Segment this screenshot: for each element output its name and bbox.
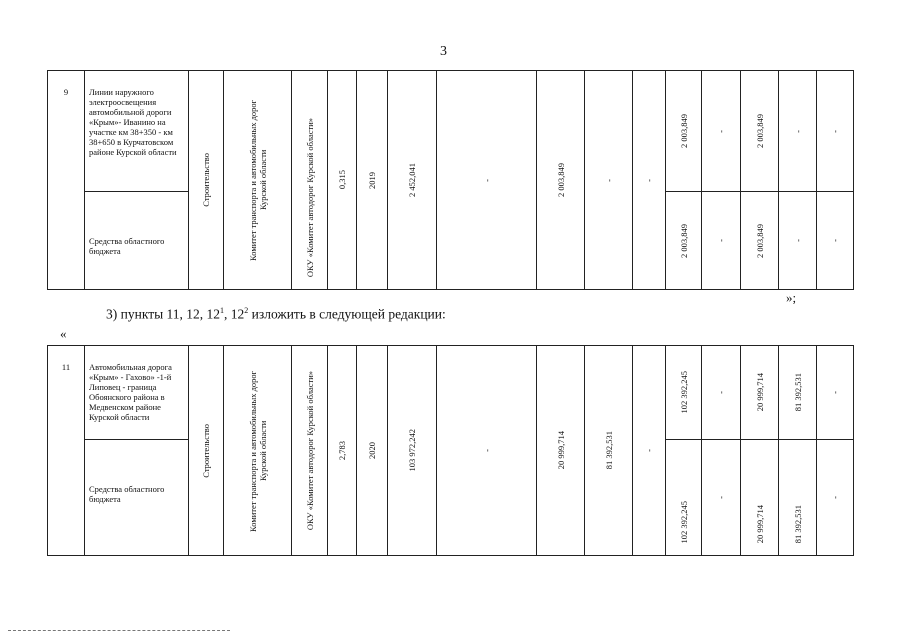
amendment-clause [106, 306, 446, 323]
financing-cell [741, 71, 779, 192]
executor-cell [292, 71, 328, 290]
financing-total-cell [666, 192, 702, 290]
row-number: 11 [48, 346, 85, 556]
clause-superscript-1: 1 [220, 306, 225, 315]
financing-cell [779, 440, 817, 556]
financing-value: - [716, 391, 726, 394]
financing-total: 102 392,245 [678, 500, 689, 543]
financing-cell [779, 346, 817, 440]
amount: 20 999,714 [555, 431, 566, 470]
dash: - [481, 178, 492, 182]
financing-cell [741, 346, 779, 440]
financing-value: - [792, 239, 803, 242]
clause-superscript-2: 2 [244, 306, 249, 315]
dash: - [481, 449, 492, 452]
year: 2020 [367, 442, 377, 459]
work-type-cell [189, 71, 224, 290]
financing-value: 20 999,714 [754, 373, 765, 412]
work-type-cell [189, 346, 224, 556]
funding-source-label: Средства областного бюджета [85, 192, 189, 290]
amount-cell [537, 71, 585, 290]
object-name: Линии наружного электроосвещения автомобильной дороги «Крым»- Иванино на участке км 38+350 - км 38+650 в Курчатовском районе Курской области [85, 71, 189, 192]
financing-cell [817, 440, 854, 556]
financing-value: 20 999,714 [754, 504, 765, 543]
page-number: 3 [440, 44, 447, 59]
financing-cell [817, 71, 854, 192]
financing-value: - [716, 239, 726, 242]
financing-cell [779, 71, 817, 192]
financing-value: - [830, 129, 840, 133]
financing-cell [702, 192, 741, 290]
financing-cell [741, 440, 779, 556]
financing-cell [741, 192, 779, 290]
estimate: 103 972,242 [407, 429, 417, 472]
financing-value: - [830, 391, 840, 394]
dash: - [644, 178, 654, 182]
dash-cell [633, 346, 666, 556]
financing-total: 2 003,849 [678, 114, 689, 148]
funding-source-label: Средства областного бюджета [85, 440, 189, 556]
capacity: 2,783 [337, 440, 347, 461]
row-number: 9 [48, 71, 85, 290]
work-type: Строительство [201, 423, 211, 478]
capacity: 0,315 [337, 170, 347, 190]
opening-quote: « [60, 326, 67, 341]
financing-cell [702, 440, 741, 556]
financing-value: 81 392,531 [792, 373, 803, 412]
customer-cell [224, 71, 292, 290]
financing-value: 81 392,531 [792, 504, 803, 543]
customer-cell [224, 346, 292, 556]
financing-cell [817, 346, 854, 440]
executor-cell [292, 346, 328, 556]
year-cell [357, 346, 388, 556]
clause-text-mid: , 12 [224, 306, 245, 322]
financing-cell [702, 71, 741, 192]
financing-total-cell [666, 346, 702, 440]
program-table-item-11 [47, 345, 854, 556]
financing-total-cell [666, 440, 702, 556]
dash-cell [585, 71, 633, 290]
financing-total: 102 392,245 [678, 371, 689, 414]
executor: ОКУ «Комитет автодорог Курской области» [304, 370, 315, 531]
capacity-cell [328, 346, 357, 556]
amount-cell [537, 346, 585, 556]
financing-value: 2 003,849 [754, 114, 765, 148]
customer: Комитет транспорта и автомобильных дорог Курской области [247, 369, 268, 532]
financing-value: - [830, 496, 840, 499]
dash-cell [437, 346, 537, 556]
program-table-item-9 [47, 70, 854, 290]
year: 2019 [367, 171, 377, 189]
financing-cell [817, 192, 854, 290]
year-cell [357, 71, 388, 290]
amount-cell [585, 346, 633, 556]
customer: Комитет транспорта и автомобильных дорог Курской области [247, 99, 268, 261]
estimate: 2 452,041 [407, 163, 417, 197]
clause-text-end: изложить в следующей редакции: [248, 306, 446, 322]
dash: - [644, 449, 654, 452]
financing-cell [779, 192, 817, 290]
estimate-cell [388, 71, 437, 290]
dash: - [603, 178, 614, 182]
dash-cell [633, 71, 666, 290]
financing-value: - [830, 239, 840, 242]
financing-value: 2 003,849 [754, 223, 765, 258]
amount: 81 392,531 [603, 431, 614, 470]
work-type: Строительство [201, 153, 211, 207]
financing-value: - [716, 496, 726, 499]
financing-total: 2 003,849 [678, 223, 689, 258]
dash-cell [437, 71, 537, 290]
clause-text-start: 3) пункты 11, 12, 12 [106, 306, 221, 322]
closing-quote: »; [786, 290, 797, 305]
estimate-cell [388, 346, 437, 556]
object-name: Автомобильная дорога «Крым» - Гахово» -1-й Липовец - граница Обоянского района в Медвенском районе Курской области [85, 346, 189, 440]
capacity-cell [328, 71, 357, 290]
footer-divider [8, 630, 230, 631]
financing-total-cell [666, 71, 702, 192]
financing-value: - [792, 129, 803, 133]
financing-cell [702, 346, 741, 440]
amount: 2 003,849 [555, 163, 566, 197]
executor: ОКУ «Комитет автодорог Курской области» [304, 117, 315, 277]
financing-value: - [716, 129, 726, 133]
